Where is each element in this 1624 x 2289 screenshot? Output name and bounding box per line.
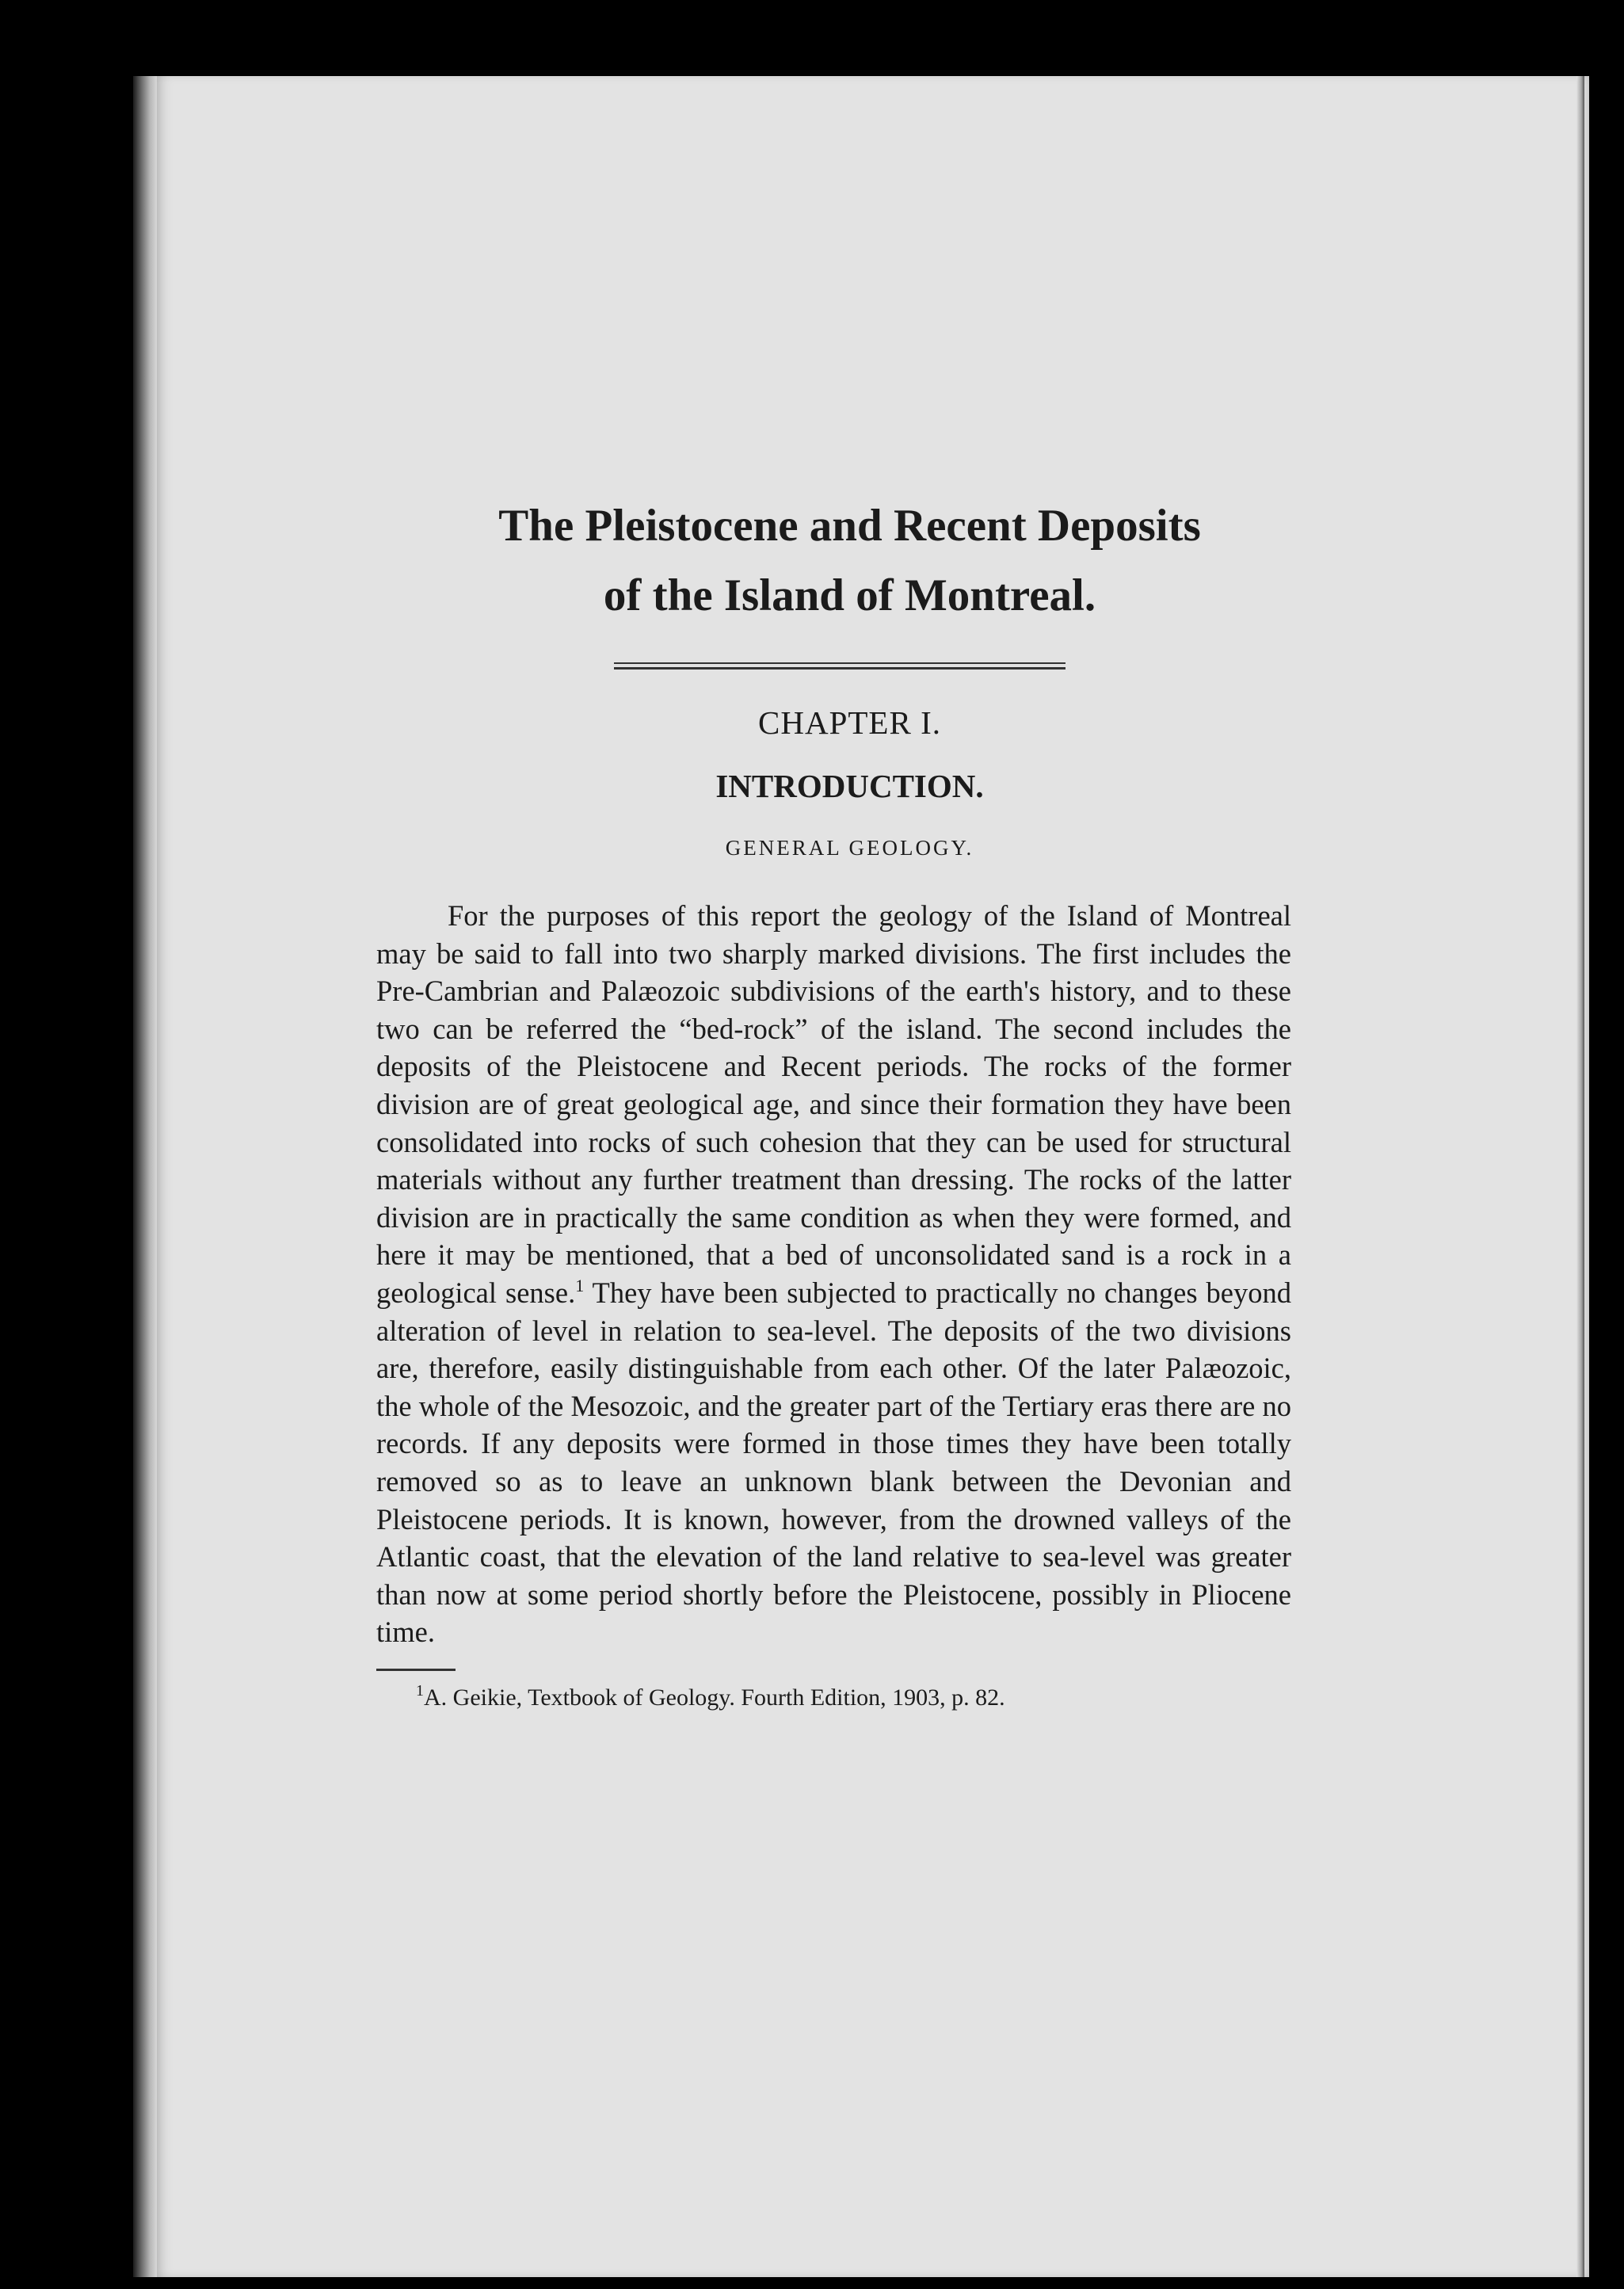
divider-line-thin <box>614 662 1066 664</box>
paragraph-text-part-2: They have been subjected to practically no changes beyond alteration of level in relation to sea-level. The deposits of the two divisions are, therefore, easily distinguishable from each other. Of the later Palæozoic, the whole of the Mesozoic, and the greater part of the Tertiary eras there are no records. If any deposits were formed in those times they have been totally removed so as to leave an unknown blank between the Devonian and Pleistocene periods. It is known, however, from the drowned valleys of the Atlantic coast, that the elevation of the land relative to sea-level was greater than now at some period shortly before the Pleistocene, possibly in Pliocene time. <box>376 1276 1291 1649</box>
body-paragraph <box>376 897 1291 1651</box>
footnote-marker: 1 <box>416 1681 424 1700</box>
footnote <box>376 1681 1291 1715</box>
page-right-edge <box>1576 76 1584 2277</box>
page-binding-edge <box>133 76 157 2277</box>
title-divider <box>376 658 1291 681</box>
paragraph-text-part-1: For the purposes of this report the geology of the Island of Montreal may be said to fall into two sharply marked divisions. The first includes the Pre-Cambrian and Palæozoic subdivisions of the earth's history, and to these two can be referred the “bed-rock” of the island. The second includes the deposits of the Pleistocene and Recent periods. The rocks of the former division are of great geological age, and since their formation they have been consolidated into rocks of such cohesion that they can be used for structural materials without any further treatment than dressing. The rocks of the latter division are in practically the same condition as when they were formed, and here it may be mentioned, that a bed of unconsolidated sand is a rock in a geological sense. <box>376 899 1291 1309</box>
footnote-text: A. Geikie, Textbook of Geology. Fourth Edition, 1903, p. 82. <box>424 1684 1005 1711</box>
section-heading: INTRODUCTION. <box>715 768 984 804</box>
footnote-rule <box>376 1669 456 1671</box>
chapter-heading: CHAPTER I. <box>758 704 941 741</box>
divider-line-thick <box>614 667 1066 670</box>
page-title <box>376 491 1291 631</box>
title-line-2: of the Island of Montreal. <box>603 570 1096 620</box>
title-line-1: The Pleistocene and Recent Deposits <box>498 501 1201 551</box>
page-content <box>376 491 1291 1715</box>
subsection-heading: GENERAL GEOLOGY. <box>725 836 974 860</box>
footnote-reference: 1 <box>575 1275 585 1295</box>
